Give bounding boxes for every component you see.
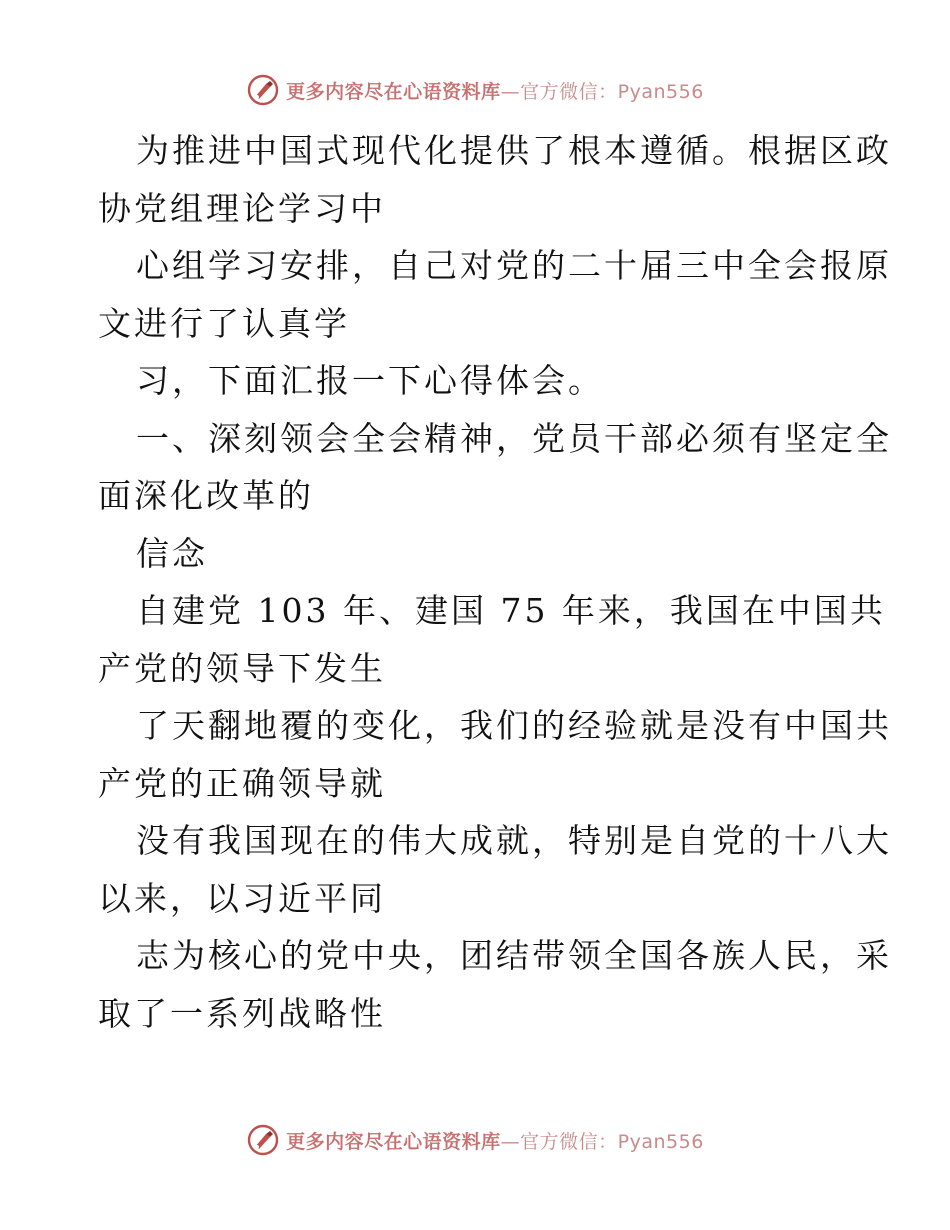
header-watermark — [0, 70, 950, 110]
document-body — [98, 122, 892, 1042]
text-line: 为推进中国式现代化提供了根本遵循。根据区政 — [136, 131, 892, 170]
text-line: 取了一系列战略性 — [98, 993, 386, 1033]
text-line: 心组学习安排，自己对党的二十届三中全会报原 — [136, 246, 892, 285]
section-heading-line: 信念 — [136, 533, 208, 573]
watermark-contact: —官方微信：Pyan556 — [500, 1130, 704, 1153]
text-line: 协党组理论学习中 — [98, 188, 386, 228]
footer-watermark — [0, 1120, 950, 1160]
section-heading-line: 一、深刻领会全会精神，党员干部必须有坚定全 — [136, 418, 892, 458]
watermark-text — [286, 77, 704, 104]
text-line: 自建党 103 年、建国 75 年来，我国在中国共 — [136, 591, 886, 630]
section-heading-line: 面深化改革的 — [98, 476, 314, 515]
pen-nib-seal-icon — [246, 1123, 280, 1157]
watermark-contact: —官方微信：Pyan556 — [500, 80, 704, 103]
watermark-brand: 更多内容尽在心语资料库 — [286, 1130, 501, 1153]
text-line: 了天翻地覆的变化，我们的经验就是没有中国共 — [136, 706, 892, 745]
text-line: 产党的正确领导就 — [98, 763, 386, 803]
watermark-brand: 更多内容尽在心语资料库 — [286, 80, 501, 103]
text-line: 志为核心的党中央，团结带领全国各族人民，采 — [136, 936, 892, 975]
pen-nib-seal-icon — [246, 73, 280, 107]
text-line: 产党的领导下发生 — [98, 648, 386, 688]
watermark-text — [286, 1127, 704, 1154]
text-line: 以来，以习近平同 — [98, 878, 386, 918]
text-line: 文进行了认真学 — [98, 303, 350, 343]
text-line: 习，下面汇报一下心得体会。 — [136, 361, 604, 400]
text-line: 没有我国现在的伟大成就，特别是自党的十八大 — [136, 821, 892, 860]
